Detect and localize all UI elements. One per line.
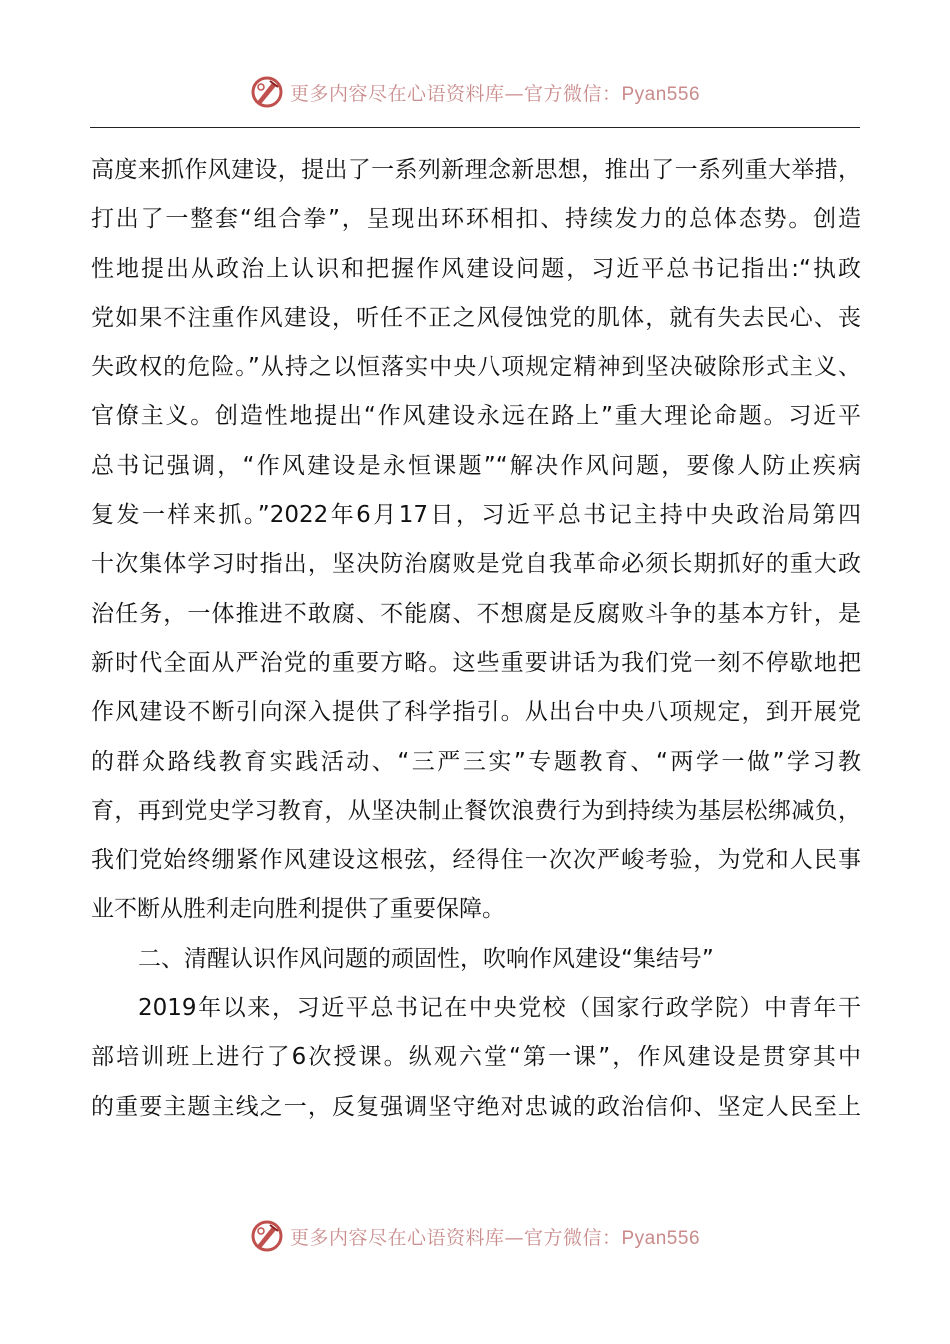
body-line: 2019年以来，习近平总书记在中央党校（国家行政学院）中青年干 <box>138 995 861 1022</box>
header-watermark-text: 更多内容尽在心语资料库—官方微信：Pyan556 <box>289 82 701 105</box>
body-line: 作风建设不断引向深入提供了科学指引。从出台中央八项规定，到开展党 <box>91 699 861 726</box>
brush-logo-icon <box>250 75 284 109</box>
body-line: 打出了一整套“组合拳”，呈现出环环相扣、持续发力的总体态势。创造 <box>91 206 861 233</box>
body-line: 十次集体学习时指出，坚决防治腐败是党自我革命必须长期抓好的重大政 <box>91 551 861 578</box>
body-line: 复发一样来抓。”2022年6月17日，习近平总书记主持中央政治局第四 <box>91 502 861 529</box>
body-line: 官僚主义。创造性地提出“作风建设永远在路上”重大理论命题。习近平 <box>91 403 861 430</box>
body-line: 部培训班上进行了6次授课。纵观六堂“第一课”，作风建设是贯穿其中 <box>91 1044 861 1071</box>
body-line: 党如果不注重作风建设，听任不正之风侵蚀党的肌体，就有失去民心、丧 <box>91 304 861 331</box>
footer-watermark-text: 更多内容尽在心语资料库—官方微信：Pyan556 <box>289 1226 701 1249</box>
body-line: 新时代全面从严治党的重要方略。这些重要讲话为我们党一刻不停歇地把 <box>91 649 861 676</box>
header-watermark <box>0 72 950 112</box>
footer-wechat-id: Pyan556 <box>621 1227 701 1249</box>
brush-logo-icon <box>250 1219 284 1253</box>
section-heading: 二、清醒认识作风问题的顽固性，吹响作风建设“集结号” <box>138 945 714 972</box>
footer-watermark <box>0 1216 950 1256</box>
body-line: 育，再到党史学习教育，从坚决制止餐饮浪费行为到持续为基层松绑减负， <box>91 797 861 824</box>
body-line: 我们党始终绷紧作风建设这根弦，经得住一次次严峻考验，为党和人民事 <box>91 847 861 874</box>
body-line: 高度来抓作风建设，提出了一系列新理念新思想，推出了一系列重大举措， <box>91 157 861 183</box>
document-body <box>91 146 861 1132</box>
body-line: 总书记强调，“作风建设是永恒课题”“解决作风问题，要像人防止疾病 <box>91 452 861 479</box>
body-line: 的重要主题主线之一，反复强调坚守绝对忠诚的政治信仰、坚定人民至上 <box>91 1093 861 1120</box>
header-wechat-id: Pyan556 <box>621 83 701 105</box>
body-line: 性地提出从政治上认识和把握作风建设问题，习近平总书记指出:“执政 <box>91 255 861 282</box>
body-line: 业不断从胜利走向胜利提供了重要保障。 <box>91 896 505 923</box>
body-line: 失政权的危险。”从持之以恒落实中央八项规定精神到坚决破除形式主义、 <box>91 354 861 381</box>
header-rule <box>90 127 860 128</box>
body-line: 治任务，一体推进不敢腐、不能腐、不想腐是反腐败斗争的基本方针，是 <box>91 600 861 627</box>
body-line: 的群众路线教育实践活动、“三严三实”专题教育、“两学一做”学习教 <box>91 748 861 775</box>
